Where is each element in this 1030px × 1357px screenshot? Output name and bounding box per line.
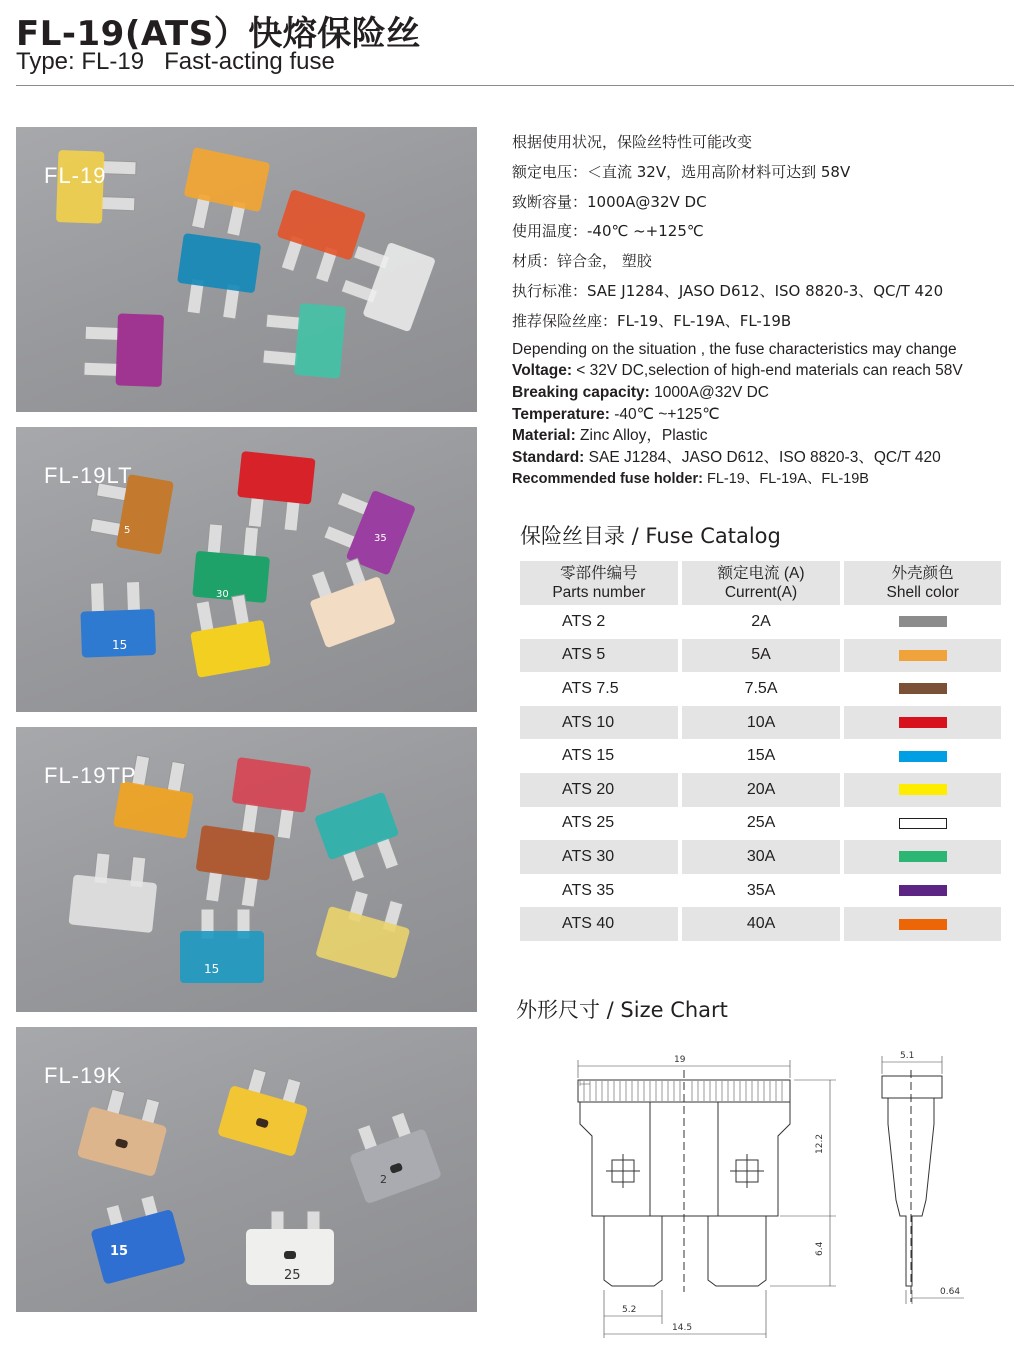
column-header-part	[520, 561, 678, 605]
photo-fl19	[16, 127, 477, 412]
header-divider	[16, 85, 1014, 86]
shell-color-cell	[844, 672, 1001, 706]
fuse-marking: 30	[216, 589, 229, 600]
photo-fl19k	[16, 1027, 477, 1312]
spec-label: Standard:	[512, 449, 585, 467]
photo-label: FL-19K	[44, 1063, 123, 1088]
spec-value: FL-19、FL-19A、FL-19B	[702, 470, 869, 487]
column-header-cn: 额定电流 (A)	[717, 565, 805, 582]
spec-value: -40℃ ~+125℃	[609, 405, 720, 423]
color-swatch	[899, 650, 947, 661]
current-rating: 35A	[746, 881, 776, 899]
current-rating: 7.5A	[744, 679, 778, 697]
fuse-catalog-table	[520, 561, 1001, 941]
table-header-row	[520, 561, 1001, 605]
part-number: ATS 40	[520, 907, 678, 941]
fuse-body-outline	[580, 1102, 790, 1216]
shell-color-cell	[844, 706, 1001, 740]
page-subtitle: Type: FL-19 Fast-acting fuse	[16, 48, 335, 75]
size-chart-drawing	[560, 1040, 990, 1340]
part-number: ATS 25	[562, 814, 615, 832]
photo-label: FL-19	[44, 163, 107, 188]
photo-label: FL-19LT	[44, 463, 133, 488]
current-rating: 25A	[746, 814, 776, 832]
spec-cn-line: 执行标准：SAE J1284、JASO D612、ISO 8820-3、QC/T 420	[512, 281, 944, 300]
fuse-orange	[178, 147, 271, 240]
table-row	[520, 773, 1001, 807]
fuse-side-top	[882, 1076, 942, 1098]
color-swatch	[899, 919, 947, 930]
fuse-tan	[77, 1085, 173, 1177]
shell-color-cell	[844, 907, 1001, 941]
fuse-marking: 35	[374, 533, 387, 544]
photo-label: FL-19TP	[44, 763, 137, 788]
color-swatch	[899, 818, 947, 829]
fuse-blue	[173, 233, 261, 321]
fuse-green	[192, 523, 272, 603]
fuse-blue	[86, 1192, 186, 1285]
spec-label: Material:	[512, 427, 576, 445]
spec-cn-line: 致断容量：1000A@32V DC	[512, 192, 707, 211]
specifications	[512, 128, 1012, 491]
table-row	[520, 739, 1001, 773]
current-rating: 10A	[682, 706, 841, 740]
current-rating: 20A	[682, 773, 841, 807]
photo-fl19tp	[16, 727, 477, 1012]
fuse-marking: 5	[124, 525, 131, 536]
fuse-red	[268, 189, 366, 287]
column-header-en: Parts number	[552, 584, 646, 601]
fuse-yellow	[185, 592, 271, 678]
spec-value: < 32V DC,selection of high-end materials can reach 58V	[572, 362, 963, 380]
fuse-teal	[262, 300, 346, 379]
fuse-blade-right	[708, 1216, 766, 1286]
current-rating: 30A	[682, 840, 841, 874]
part-number: ATS 15	[562, 747, 615, 765]
spec-label: Voltage:	[512, 362, 572, 380]
table-row	[520, 706, 1001, 740]
fuse-yellow	[315, 885, 416, 979]
fuse-teal	[314, 792, 409, 887]
color-swatch	[899, 616, 947, 627]
shell-color-cell	[844, 874, 1001, 908]
column-header-en: Shell color	[886, 584, 959, 601]
shell-color-cell	[844, 639, 1001, 673]
table-row	[520, 605, 1001, 639]
spec-label: Breaking capacity:	[512, 383, 650, 401]
part-number: ATS 10	[520, 706, 678, 740]
table-row	[520, 874, 1001, 908]
column-header-current	[682, 561, 841, 605]
dim-width: 19	[674, 1055, 686, 1065]
shell-color-cell	[844, 807, 1001, 841]
fuse-yellow	[217, 1064, 314, 1157]
fuse-marking: 15	[204, 962, 220, 976]
spec-en-material	[512, 425, 1012, 447]
spec-en-temperature	[512, 404, 1012, 426]
column-header-cn: 零部件编号	[560, 565, 638, 582]
spec-en-voltage	[512, 360, 1012, 382]
spec-value: 1000A@32V DC	[649, 383, 769, 401]
dim-thickness: 5.1	[900, 1051, 915, 1061]
part-number: ATS 35	[562, 881, 615, 899]
size-chart-heading: 外形尺寸 / Size Chart	[516, 998, 728, 1022]
spec-cn-line: 额定电压：＜直流 32V，选用高阶材料可达到 58V	[512, 162, 851, 181]
table-row	[520, 639, 1001, 673]
column-header-cn: 外壳颜色	[891, 565, 954, 582]
shell-color-cell	[844, 605, 1001, 639]
fuse-gray	[342, 1107, 442, 1204]
color-swatch	[899, 851, 947, 862]
fuse-red	[228, 757, 312, 841]
dim-blade-span: 14.5	[672, 1323, 693, 1333]
fuse-marking: 15	[110, 1244, 129, 1259]
color-swatch	[899, 683, 947, 694]
dim-blade-length: 6.4	[815, 1241, 825, 1256]
column-header-color	[844, 561, 1001, 605]
fuse-marking: 2	[380, 1173, 387, 1186]
shell-color-cell	[844, 840, 1001, 874]
spec-value: Zinc Alloy，Plastic	[575, 427, 708, 445]
part-number: ATS 2	[562, 612, 606, 630]
fuse-purple	[84, 312, 164, 387]
dim-body-height: 12.2	[815, 1133, 825, 1154]
part-number: ATS 7.5	[562, 679, 619, 697]
fuse-red	[234, 451, 315, 532]
current-rating: 5A	[682, 639, 841, 673]
catalog-heading: 保险丝目录 / Fuse Catalog	[520, 524, 781, 548]
color-swatch	[899, 717, 947, 728]
spec-cn-line: 推荐保险丝座：FL-19、FL-19A、FL-19B	[512, 311, 792, 330]
fuse-blade-left	[604, 1216, 662, 1286]
current-rating: 40A	[682, 907, 841, 941]
dim-blade-thickness: 0.64	[940, 1287, 961, 1297]
current-rating: 15A	[746, 747, 776, 765]
spec-cn-line: 使用温度：-40℃ ~+125℃	[512, 222, 704, 241]
spec-value: SAE J1284、JASO D612、ISO 8820-3、QC/T 420	[584, 449, 941, 467]
fuse-marking: 25	[284, 1268, 301, 1283]
table-row	[520, 907, 1001, 941]
table-row	[520, 840, 1001, 874]
current-rating: 2A	[751, 612, 771, 630]
fuse-purple	[320, 479, 416, 575]
part-number: ATS 5	[520, 639, 678, 673]
fuse-clear	[68, 851, 159, 933]
spec-en-intro: Depending on the situation , the fuse characteristics may change	[512, 340, 957, 358]
spec-cn-line: 材质：锌合金， 塑胶	[512, 252, 652, 271]
spec-en-standard	[512, 447, 1012, 469]
spec-en-breaking	[512, 382, 1012, 404]
page-title: FL-19(ATS）快熔保险丝	[16, 14, 421, 54]
fuse-marking: 15	[112, 638, 128, 652]
table-row	[520, 672, 1001, 706]
fuse-blue	[180, 909, 264, 983]
column-header-en: Current(A)	[724, 584, 798, 601]
photo-fl19lt	[16, 427, 477, 712]
spec-cn-line: 根据使用状况，保险丝特性可能改变	[512, 133, 753, 151]
dim-blade-width: 5.2	[622, 1305, 637, 1315]
shell-color-cell	[844, 773, 1001, 807]
color-swatch	[899, 885, 947, 896]
fuse-brown	[192, 825, 276, 909]
color-swatch	[899, 784, 947, 795]
spec-label: Temperature:	[512, 405, 610, 423]
part-number: ATS 30	[520, 840, 678, 874]
shell-color-cell	[844, 739, 1001, 773]
part-number: ATS 20	[520, 773, 678, 807]
color-swatch	[899, 751, 947, 762]
table-row	[520, 807, 1001, 841]
spec-en-holder	[512, 469, 1012, 491]
spec-label: Recommended fuse holder:	[512, 470, 703, 487]
